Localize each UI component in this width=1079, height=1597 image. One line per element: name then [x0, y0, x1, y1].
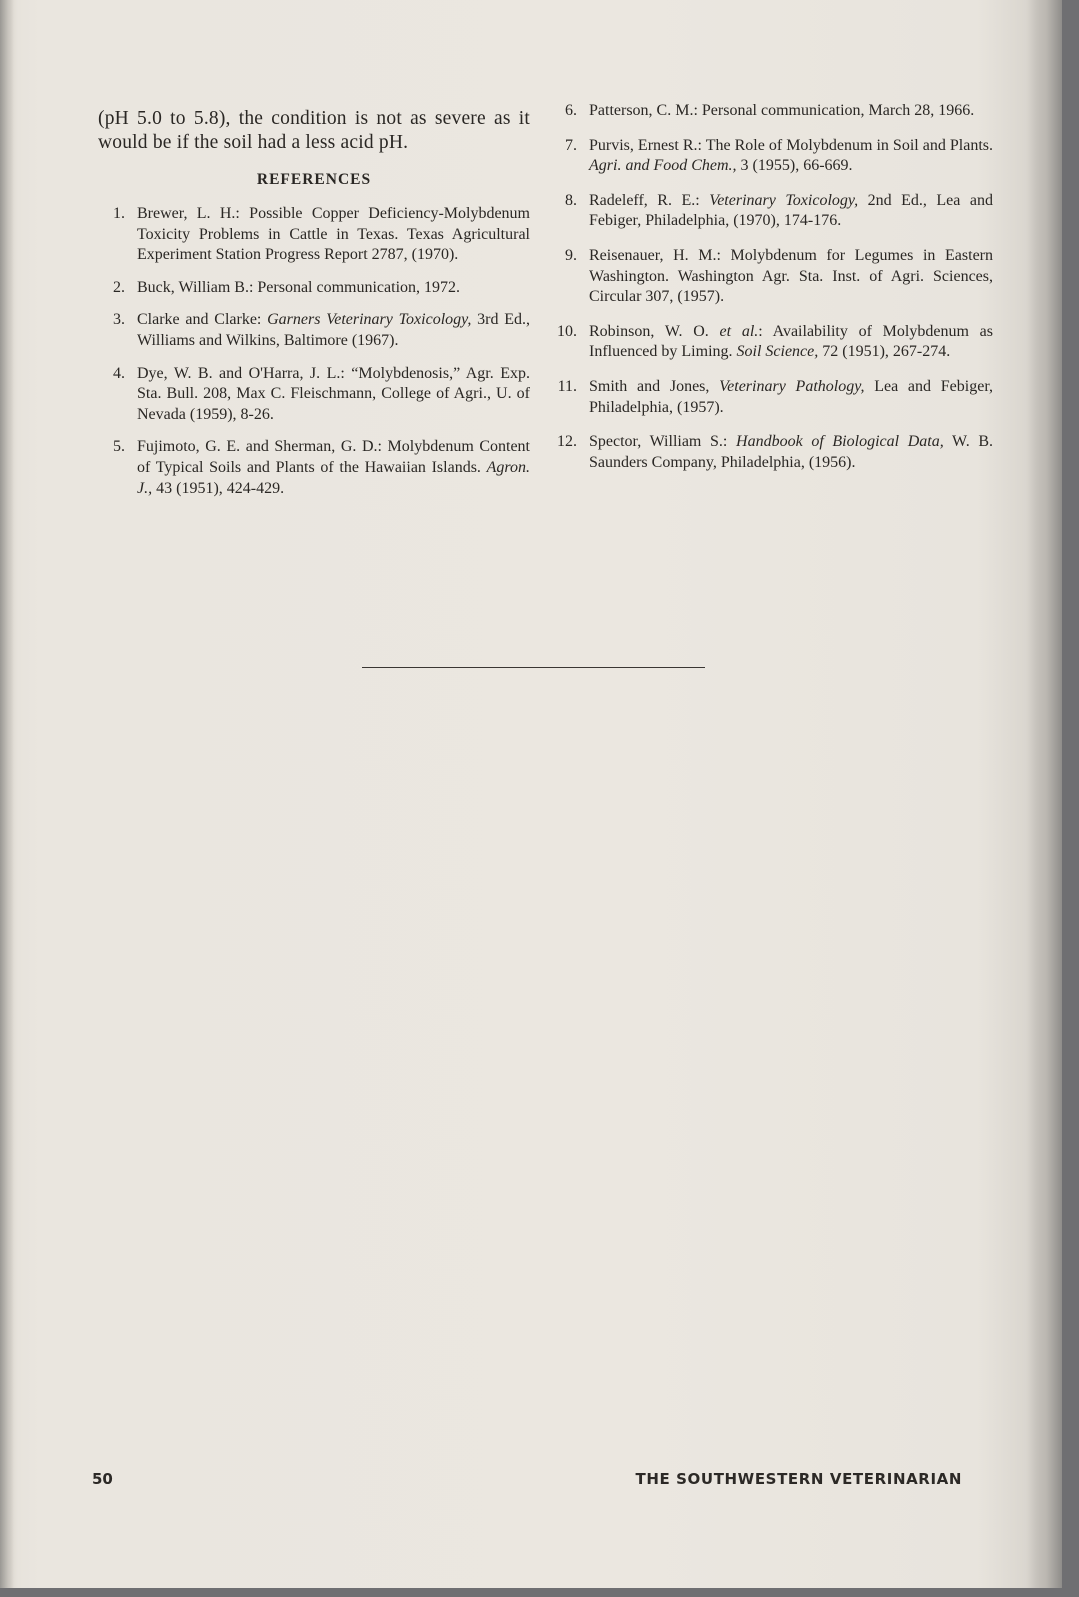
reference-item: [545, 377, 993, 418]
reference-text-segment: Buck, William B.: Personal communication, 1972.: [137, 278, 461, 296]
left-column: [98, 107, 530, 511]
reference-text-segment: Clarke and Clarke:: [137, 311, 268, 329]
reference-number-text: 11.: [557, 377, 577, 395]
reference-text-segment: Robinson, W. O.: [589, 322, 720, 340]
references-list-left: [98, 204, 530, 499]
reference-italic-title: Soil Science,: [736, 343, 819, 361]
page-number: 50: [92, 1470, 113, 1488]
reference-number-text: 2.: [113, 278, 125, 296]
reference-number: [545, 246, 589, 308]
reference-text-segment: 3rd Ed., Williams and Wilkins, Baltimore (1967).: [137, 311, 530, 349]
reference-number: [545, 432, 589, 473]
reference-number: [545, 101, 589, 122]
reference-item: [98, 310, 530, 351]
reference-text-segment: Brewer, L. H.: Possible Copper Deficiency-Molybdenum Toxicity Problems in Cattle in Texas. Texas Agricultural Experiment Station Progress Report 2787, (1970).: [137, 205, 530, 264]
reference-text-segment: W. B. Saunders Company, Philadelphia, (1956).: [589, 433, 994, 471]
reference-number-text: 4.: [113, 364, 125, 382]
reference-text-segment: 72 (1951), 267-274.: [818, 343, 951, 361]
reference-italic-title: Garners Veterinary Toxicology,: [267, 311, 472, 329]
reference-number-text: 6.: [565, 102, 577, 119]
reference-italic-title: Agron. J.,: [137, 458, 530, 497]
reference-number: [98, 204, 137, 266]
reference-item: [98, 204, 530, 266]
reference-text: [137, 364, 530, 426]
reference-text: [137, 204, 530, 266]
reference-text: [589, 136, 993, 177]
reference-italic-title: et al.: [719, 322, 759, 340]
reference-item: [545, 432, 993, 473]
reference-text-segment: : Availability of Molybdenum as Influenced by Liming.: [589, 322, 993, 361]
reference-text-segment: 3 (1955), 66-669.: [736, 157, 853, 175]
reference-text-segment: Lea and Febiger, Philadelphia, (1957).: [589, 377, 994, 416]
reference-number-text: 1.: [113, 205, 125, 222]
reference-item: [98, 364, 530, 426]
reference-text: [589, 191, 993, 232]
reference-number: [98, 437, 137, 499]
reference-number-text: 9.: [565, 246, 577, 264]
lead-paragraph: (pH 5.0 to 5.8), the condition is not as severe as it would be if the soil had a less acid pH.: [98, 108, 530, 153]
reference-number: [98, 278, 137, 299]
reference-number-text: 5.: [113, 438, 125, 456]
reference-text-segment: Dye, W. B. and O'Harra, J. L.: “Molybdenosis,” Agr. Exp. Sta. Bull. 208, Max C. Fleischmann, College of Agri., U. of Nevada (1959), 8-26.: [137, 364, 530, 423]
reference-item: [98, 437, 530, 499]
reference-italic-title: Handbook of Biological Data,: [736, 433, 944, 451]
reference-text: [589, 377, 993, 418]
reference-text: [589, 432, 993, 473]
right-column: [545, 101, 993, 487]
reference-text-segment: Patterson, C. M.: Personal communication, March 28, 1966.: [589, 102, 975, 119]
reference-text: [589, 101, 993, 122]
reference-number: [545, 136, 589, 177]
reference-text-segment: 43 (1951), 424-429.: [152, 479, 285, 497]
reference-item: [545, 101, 993, 122]
reference-text: [589, 246, 993, 308]
reference-item: [98, 278, 530, 299]
reference-text-segment: Reisenauer, H. M.: Molybdenum for Legumes in Eastern Washington. Washington Agr. Sta. Inst. of Agri. Sciences, Circular 307, (1957).: [589, 246, 993, 306]
reference-number: [545, 191, 589, 232]
reference-number-text: 7.: [565, 136, 577, 154]
reference-text-segment: 2nd Ed., Lea and Febiger, Philadelphia, (1970), 174-176.: [589, 191, 993, 230]
references-heading: REFERENCES: [256, 171, 372, 188]
reference-number: [545, 377, 589, 418]
reference-number: [98, 310, 137, 351]
reference-item: [545, 136, 993, 177]
reference-italic-title: Veterinary Pathology,: [719, 377, 865, 395]
reference-number: [545, 322, 589, 363]
reference-text: [137, 437, 530, 499]
section-divider-rule: [362, 667, 705, 668]
reference-item: [545, 246, 993, 308]
reference-italic-title: Veterinary Toxicology,: [709, 191, 859, 209]
reference-text-segment: Smith and Jones,: [589, 377, 720, 395]
reference-number-text: 8.: [565, 191, 577, 209]
spine-shadow: [0, 0, 14, 1588]
reference-number-text: 12.: [557, 433, 577, 451]
reference-number: [98, 364, 137, 426]
page-edge-shadow: [1026, 0, 1062, 1588]
reference-text-segment: Purvis, Ernest R.: The Role of Molybdenum in Soil and Plants.: [589, 136, 993, 154]
reference-text-segment: Spector, William S.:: [589, 433, 737, 451]
reference-text: [589, 322, 993, 363]
reference-item: [545, 322, 993, 363]
reference-number-text: 10.: [557, 322, 577, 340]
references-list-right: [545, 101, 993, 473]
reference-text: [137, 278, 530, 299]
journal-title: THE SOUTHWESTERN VETERINARIAN: [635, 1470, 962, 1488]
reference-text-segment: Radeleff, R. E.:: [589, 191, 710, 209]
reference-text: [137, 310, 530, 351]
reference-italic-title: Agri. and Food Chem.,: [589, 157, 737, 175]
reference-text-segment: Fujimoto, G. E. and Sherman, G. D.: Molybdenum Content of Typical Soils and Plants of the Hawaiian Islands.: [137, 438, 530, 476]
reference-item: [545, 191, 993, 232]
reference-number-text: 3.: [113, 311, 125, 329]
